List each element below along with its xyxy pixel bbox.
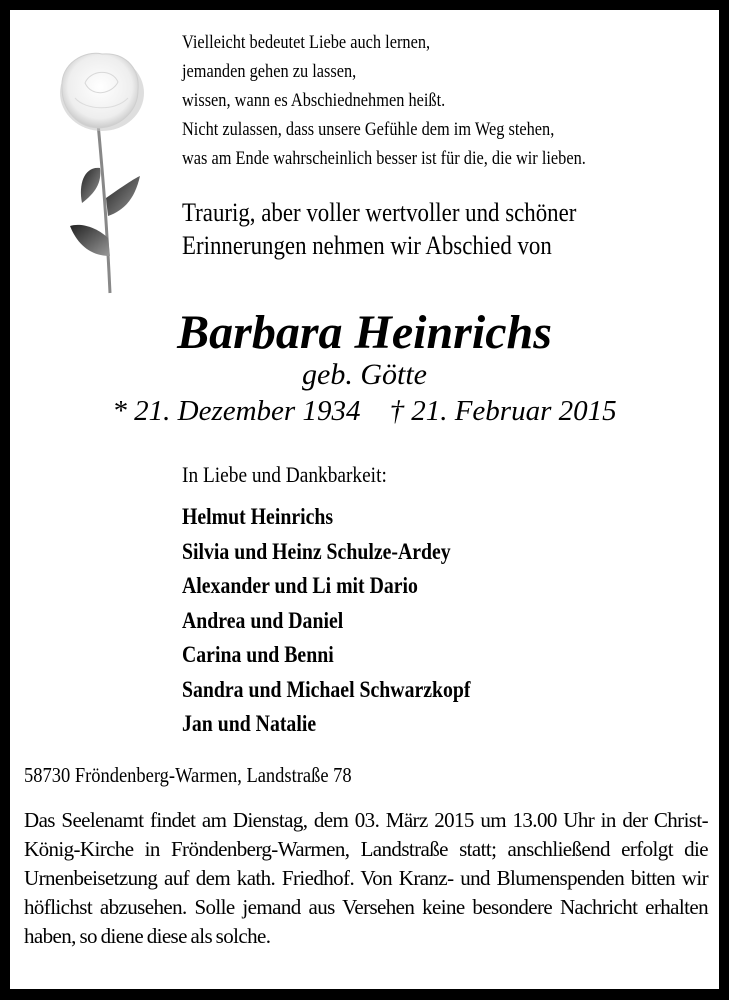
thanks-heading: In Liebe und Dankbarkeit: (182, 462, 387, 487)
white-rose-icon (40, 48, 160, 298)
funeral-notice: Das Seelenamt findet am Dienstag, dem 03. März 2015 um 13.00 Uhr in der Christ-König-Kirche in Fröndenberg-Warmen, Landstraße statt; anschließend erfolgt die Urnenbeisetzung auf dem kath. Friedhof. Von Kranz- und Blumenspenden bitten wir höflichst abzusehen. Solle jemand aus Versehen keine besondere Nachricht erhalten haben, so diene diese als solche. (24, 808, 708, 948)
poem-line: Vielleicht bedeutet Liebe auch lernen, (182, 32, 431, 53)
mourners-list (182, 500, 471, 742)
maiden-name: geb. Götte (302, 358, 427, 391)
mourner: Sandra und Michael Schwarzkopf (182, 676, 471, 702)
intro-line: Erinnerungen nehmen wir Abschied von (182, 231, 552, 260)
intro-line: Traurig, aber voller wertvoller und schöner (182, 198, 577, 227)
mourner: Jan und Natalie (182, 711, 317, 736)
mourner: Alexander und Li mit Dario (182, 573, 418, 598)
intro-text (182, 196, 576, 262)
mourner: Helmut Heinrichs (182, 504, 334, 529)
poem-line: wissen, wann es Abschiednehmen heißt. (182, 90, 446, 111)
address: 58730 Fröndenberg-Warmen, Landstraße 78 (24, 763, 352, 787)
mourner: Andrea und Daniel (182, 607, 344, 633)
deceased-name: Barbara Heinrichs (177, 306, 552, 359)
mourner: Silvia und Heinz Schulze-Ardey (182, 538, 451, 564)
mourner: Carina und Benni (182, 642, 334, 667)
poem-line: jemanden gehen zu lassen, (182, 61, 357, 82)
poem-line: Nicht zulassen, dass unsere Gefühle dem im Weg stehen, (182, 119, 555, 140)
life-dates: * 21. Dezember 1934 † 21. Februar 2015 (112, 395, 617, 427)
poem (182, 28, 586, 173)
poem-line: was am Ende wahrscheinlich besser ist für die, die wir lieben. (182, 148, 586, 169)
